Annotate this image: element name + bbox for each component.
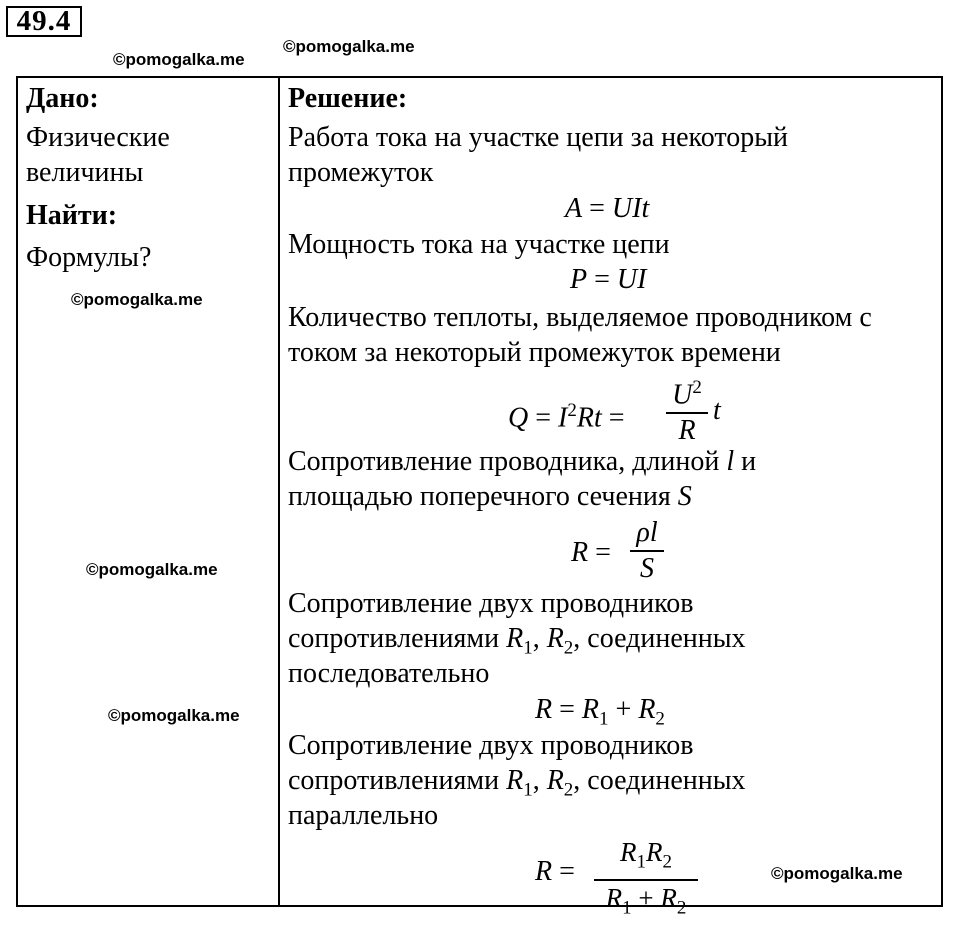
formula-heat-t: t (713, 395, 721, 426)
paragraph-line: Сопротивление двух проводников (288, 730, 694, 761)
watermark: ©pomogalka.me (283, 37, 415, 56)
watermark: ©pomogalka.me (71, 290, 203, 309)
paragraph-line: Сопротивление двух проводников (288, 588, 694, 619)
paragraph-line: Мощность тока на участке цепи (288, 229, 670, 260)
find-title: Найти: (26, 200, 118, 231)
column-divider (278, 76, 280, 907)
watermark: ©pomogalka.me (113, 50, 245, 69)
paragraph-line: Сопротивление проводника, длиной l и (288, 446, 757, 477)
paragraph-line: последовательно (288, 658, 490, 689)
paragraph-line: Работа тока на участке цепи за некоторый (288, 122, 789, 153)
formula-work: A = UIt (565, 193, 650, 224)
given-line: величины (26, 157, 144, 188)
find-value: Формулы? (26, 242, 152, 273)
watermark: ©pomogalka.me (108, 706, 240, 725)
paragraph-line: параллельно (288, 800, 439, 831)
problem-number: 49.4 (6, 6, 82, 37)
paragraph-line: промежуток (288, 157, 434, 188)
formula-parallel-fraction: $R_1R_2$ $R_1 + R_2$ (594, 836, 698, 925)
watermark: ©pomogalka.me (771, 864, 903, 883)
solution-title: Решение: (288, 83, 408, 114)
paragraph-line: сопротивлениями $R_1$, $R_2$, соединенных (288, 765, 746, 801)
formula-series: $R = R_1 + R_2$ (535, 694, 665, 730)
formula-resistance-left: R = (571, 537, 611, 568)
formula-power: P = UI (570, 264, 647, 295)
paragraph-line: током за некоторый промежуток времени (288, 337, 781, 368)
formula-resistance-fraction: ρl S (630, 517, 664, 585)
given-title: Дано: (26, 83, 99, 114)
formula-parallel-left: R = (535, 856, 575, 887)
formula-heat-fraction: $U^2$ R (666, 372, 708, 447)
paragraph-line: площадью поперечного сечения S (288, 481, 692, 512)
given-line: Физические (26, 122, 170, 153)
watermark: ©pomogalka.me (86, 560, 218, 579)
paragraph-line: Количество теплоты, выделяемое проводником с (288, 302, 872, 333)
formula-heat-left: $Q = I^2Rt$ = (508, 400, 625, 434)
paragraph-line: сопротивлениями $R_1$, $R_2$, соединенных (288, 623, 746, 659)
